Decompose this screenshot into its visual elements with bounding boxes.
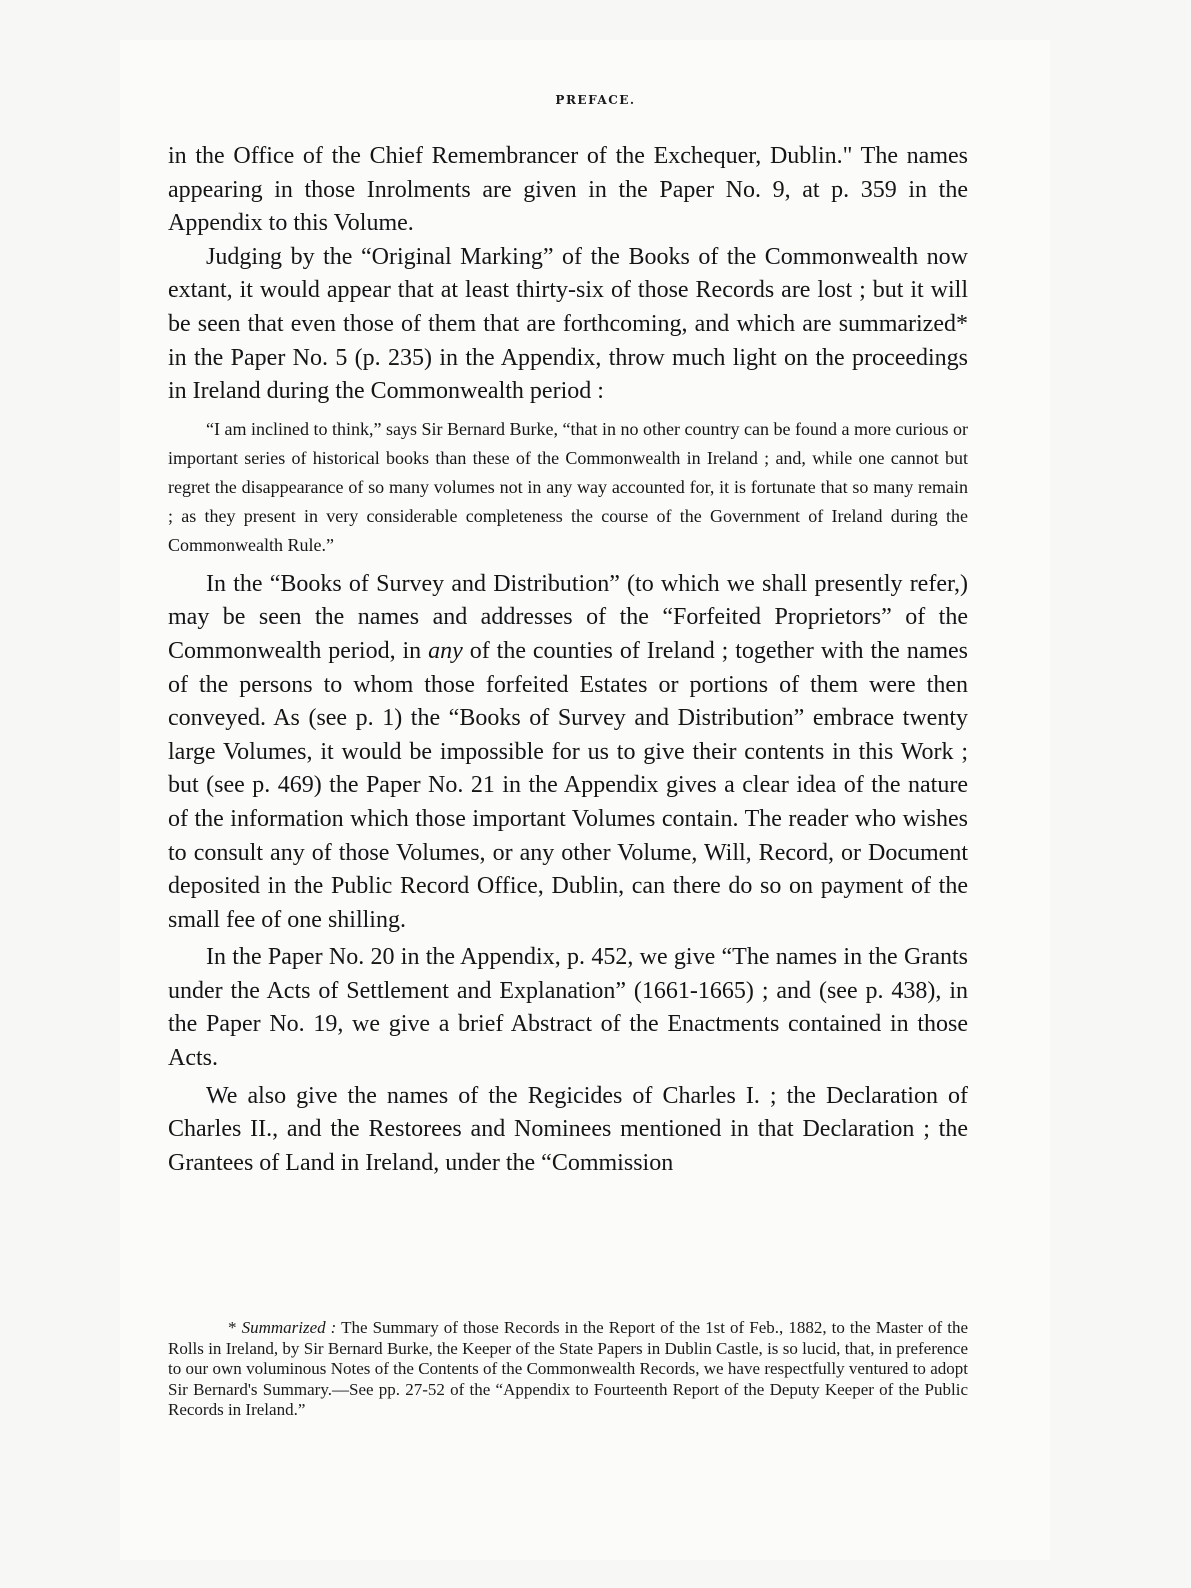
footnote-term: Summarized :: [241, 1318, 337, 1337]
paragraph-survey-text-b: of the counties of Ireland ; together with the names of the persons to whom those forfeited Estates or portions of them were then conveyed. As (see p. 1) the “Books of Survey and Distribution” embrace twenty large Volumes, it would be impossible for us to give their contents in this Work ; but (see p. 469) the Paper No. 21 in the Appendix gives a clear idea of the nature of the information which those important Volumes contain. The reader who wishes to consult any of those Volumes, or any other Volume, Will, Record, or Document deposited in the Public Record Office, Dublin, can there do so on payment of the small fee of one shilling.: [168, 637, 969, 933]
block-quote-burke: “I am inclined to think,” says Sir Bernard Burke, “that in no other country can be found a more curious or important series of historical books than these of the Commonwealth in Ireland ; and, while one cannot but regret the disappearance of so many volumes not in any way accounted for, it is fortunate that so many remain ; as they present in very considerable completeness the course of the Government of Ireland during the Commonwealth Rule.”: [168, 418, 968, 555]
main-text: [168, 140, 968, 1180]
paragraph-original-marking: Judging by the “Original Marking” of the Books of the Commonwealth now extant, it would appear that at least thirty-six of those Records are lost ; but it will be seen that even those of them that are forthcoming, and which are summarized* in the Paper No. 5 (p. 235) in the Appendix, throw much light on the proceedings in Ireland during the Commonwealth period :: [168, 243, 968, 405]
footnote-text: The Summary of those Records in the Report of the 1st of Feb., 1882, to the Master of the Rolls in Ireland, by Sir Bernard Burke, the Keeper of the State Papers in Dublin Castle, is so lucid, that, in preference to our own voluminous Notes of the Contents of the Commonwealth Records, we have respectfully ventured to adopt Sir Bernard's Summary.—See pp. 27-52 of the “Appendix to Fourteenth Report of the Deputy Keeper of the Public Records in Ireland.”: [168, 1318, 968, 1419]
paragraph-continuation: in the Office of the Chief Remembrancer of the Exchequer, Dublin." The names appearing in those Inrolments are given in the Paper No. 9, at p. 359 in the Appendix to this Volume.: [168, 143, 968, 237]
paragraph-survey-distribution: [168, 568, 968, 938]
paragraph-regicides: We also give the names of the Regicides of Charles I. ; the Declaration of Charles II., and the Restorees and Nominees mentioned in that Declaration ; the Grantees of Land in Ireland, under the “Commission: [168, 1082, 968, 1176]
footnote: [168, 1318, 968, 1421]
footnote-marker: *: [228, 1318, 242, 1337]
paragraph-grants: In the Paper No. 20 in the Appendix, p. 452, we give “The names in the Grants under the Acts of Settlement and Explanation” (1661-1665) ; and (see p. 438), in the Paper No. 19, we give a brief Abstract of the Enactments contained in those Acts.: [168, 944, 968, 1072]
page-header: PREFACE.: [555, 93, 636, 107]
emphasis-any: any: [428, 637, 463, 664]
paragraph-survey-text-a: In the “Books of Survey and Distribution” (to which we shall presently refer,) may be seen the names and addresses of the “Forfeited Proprietors” of the Commonwealth period, in: [168, 570, 968, 664]
